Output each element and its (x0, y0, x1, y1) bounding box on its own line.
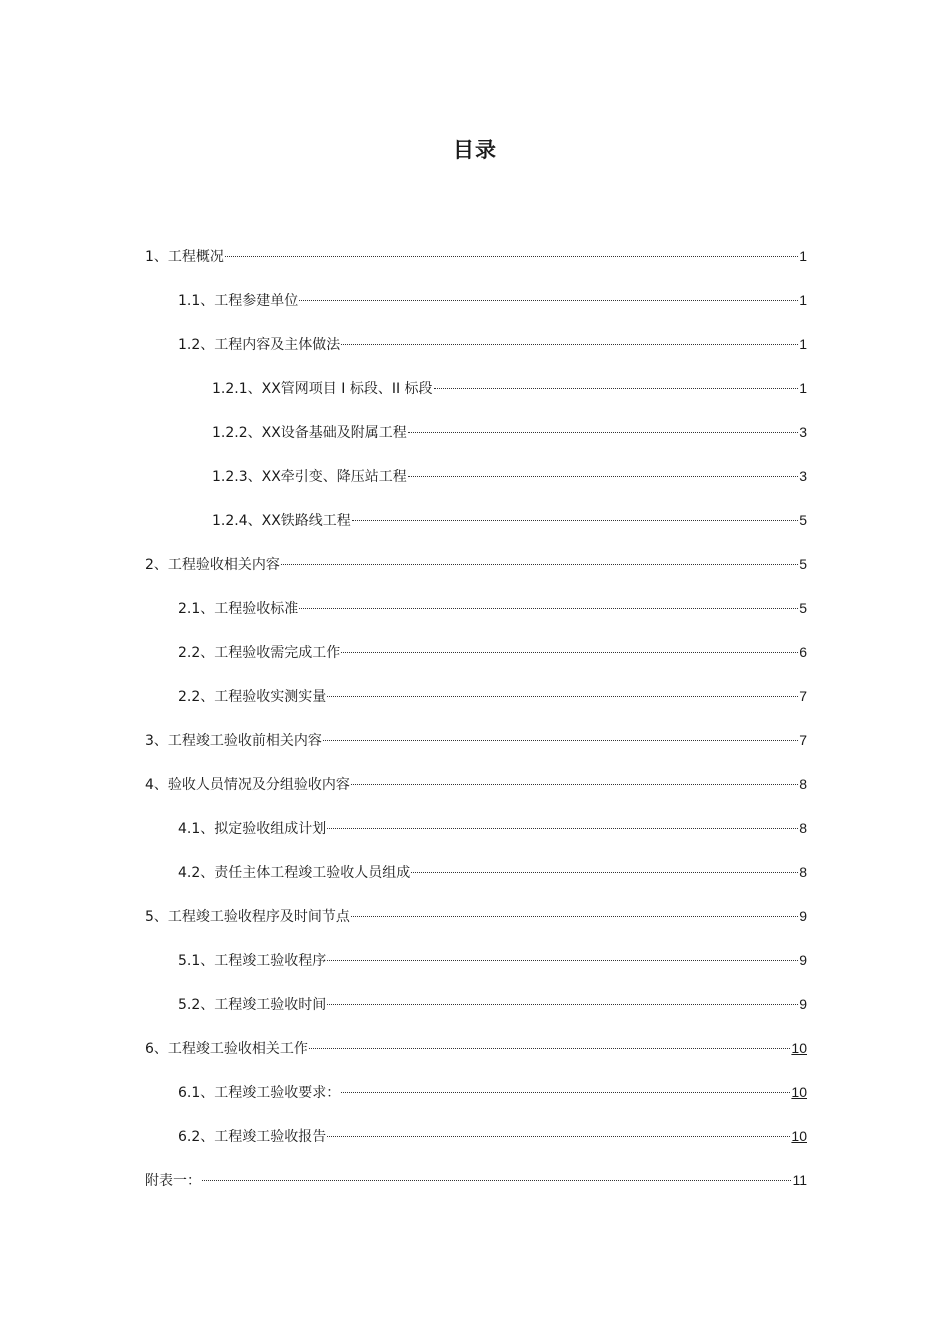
toc-entry-label: 6.1、工程竣工验收要求： (178, 1085, 341, 1101)
toc-dot-leader (352, 505, 798, 525)
toc-entry[interactable] (212, 417, 807, 441)
toc-entry[interactable] (178, 857, 807, 881)
toc-page-number[interactable]: 9 (799, 996, 807, 1012)
toc-entry-label: 2.1、工程验收标准 (178, 601, 299, 617)
toc-page-number[interactable]: 10 (791, 1084, 807, 1100)
toc-page-number[interactable]: 8 (799, 864, 807, 880)
toc-page-number[interactable]: 10 (791, 1128, 807, 1144)
toc-page-number[interactable]: 10 (791, 1040, 807, 1056)
toc-dot-leader (327, 813, 798, 833)
toc-dot-leader (341, 329, 798, 349)
toc-entry-label: 1.2.2、XX设备基础及附属工程 (212, 425, 407, 441)
toc-page-number[interactable]: 11 (792, 1172, 807, 1188)
toc-page-number[interactable]: 5 (799, 556, 807, 572)
toc-dot-leader (327, 945, 798, 965)
toc-entry[interactable] (178, 681, 807, 705)
toc-dot-leader (299, 593, 798, 613)
toc-page-number[interactable]: 3 (799, 424, 807, 440)
toc-dot-leader (327, 1121, 790, 1141)
toc-dot-leader (202, 1165, 791, 1185)
toc-entry-label: 2.2、工程验收需完成工作 (178, 645, 341, 661)
toc-entry[interactable] (145, 1165, 807, 1189)
toc-entry[interactable] (178, 637, 807, 661)
toc-dot-leader (351, 769, 798, 789)
toc-entry-label: 1.1、工程参建单位 (178, 293, 299, 309)
toc-page-number[interactable]: 1 (799, 248, 807, 264)
toc-page-number[interactable]: 1 (799, 292, 807, 308)
toc-page-number[interactable]: 3 (799, 468, 807, 484)
toc-entry[interactable] (145, 1033, 807, 1057)
toc-entry[interactable] (178, 813, 807, 837)
toc-entry[interactable] (145, 769, 807, 793)
toc-dot-leader (327, 681, 798, 701)
toc-page-number[interactable]: 9 (799, 908, 807, 924)
toc-entry[interactable] (212, 461, 807, 485)
toc-page-number[interactable]: 5 (799, 512, 807, 528)
page-title: 目录 (453, 138, 497, 162)
toc-dot-leader (411, 857, 798, 877)
toc-entry[interactable] (178, 989, 807, 1013)
toc-entry[interactable] (212, 505, 807, 529)
toc-entry-label: 5、工程竣工验收程序及时间节点 (145, 909, 350, 925)
toc-dot-leader (299, 285, 798, 305)
toc-entry-label: 1.2.3、XX牵引变、降压站工程 (212, 469, 407, 485)
toc-entry-label: 3、工程竣工验收前相关内容 (145, 733, 322, 749)
toc-entry[interactable] (145, 901, 807, 925)
toc-dot-leader (323, 725, 798, 745)
toc-dot-leader (408, 417, 798, 437)
toc-entry-label: 1.2.1、XX管网项目 I 标段、II 标段 (212, 381, 433, 397)
toc-entry[interactable] (212, 373, 807, 397)
toc-entry-label: 5.1、工程竣工验收程序 (178, 953, 327, 969)
toc-entry[interactable] (178, 593, 807, 617)
toc-entry[interactable] (178, 1121, 807, 1145)
toc-entry[interactable] (178, 1077, 807, 1101)
toc-entry[interactable] (178, 285, 807, 309)
toc-entry[interactable] (145, 549, 807, 573)
toc-page-number[interactable]: 7 (799, 688, 807, 704)
toc-page-number[interactable]: 5 (799, 600, 807, 616)
toc-dot-leader (225, 241, 798, 261)
toc-page-number[interactable]: 8 (799, 820, 807, 836)
toc-page-number[interactable]: 9 (799, 952, 807, 968)
toc-entry-label: 2、工程验收相关内容 (145, 557, 280, 573)
toc-entry[interactable] (178, 329, 807, 353)
toc-dot-leader (327, 989, 798, 1009)
toc-entry-label: 4.2、责任主体工程竣工验收人员组成 (178, 865, 411, 881)
toc-dot-leader (351, 901, 798, 921)
toc-entry-label: 5.2、工程竣工验收时间 (178, 997, 327, 1013)
toc-entry-label: 附表一： (145, 1173, 201, 1189)
toc-entry-label: 4、验收人员情况及分组验收内容 (145, 777, 350, 793)
toc-entry[interactable] (178, 945, 807, 969)
toc-page-number[interactable]: 1 (799, 380, 807, 396)
toc-dot-leader (408, 461, 798, 481)
toc-dot-leader (434, 373, 799, 393)
toc-entry-label: 4.1、拟定验收组成计划 (178, 821, 327, 837)
toc-page-number[interactable]: 7 (799, 732, 807, 748)
toc-page-number[interactable]: 6 (799, 644, 807, 660)
toc-dot-leader (281, 549, 798, 569)
toc-entry-label: 2.2、工程验收实测实量 (178, 689, 327, 705)
toc-dot-leader (309, 1033, 791, 1053)
toc-entry[interactable] (145, 241, 807, 265)
toc-dot-leader (341, 637, 798, 657)
toc-dot-leader (341, 1077, 790, 1097)
toc-entry-label: 1.2.4、XX铁路线工程 (212, 513, 351, 529)
toc-entry-label: 1.2、工程内容及主体做法 (178, 337, 341, 353)
toc-entry-label: 1、工程概况 (145, 249, 224, 265)
toc-page-number[interactable]: 8 (799, 776, 807, 792)
toc-entry-label: 6.2、工程竣工验收报告 (178, 1129, 327, 1145)
toc-page-number[interactable]: 1 (799, 336, 807, 352)
toc-entry[interactable] (145, 725, 807, 749)
toc-entry-label: 6、工程竣工验收相关工作 (145, 1041, 308, 1057)
